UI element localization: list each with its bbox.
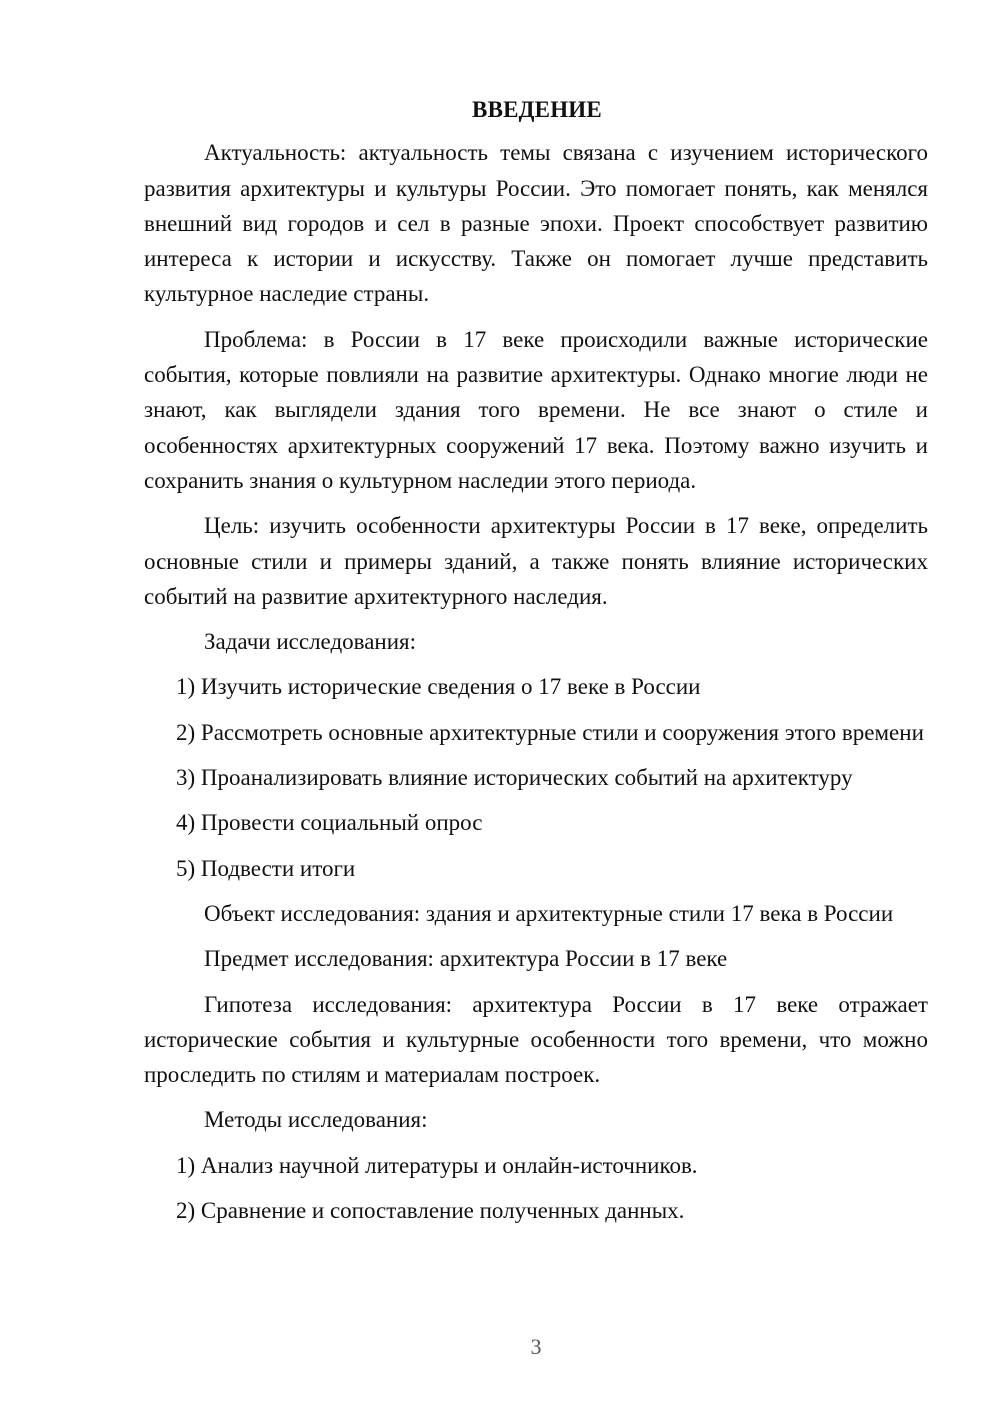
problem-paragraph: Проблема: в России в 17 веке происходили важные исторические события, которые повлияли на развитие архитектуры. Однако многие люди не знают, как выглядели здания того времени. Не все знают о стиле и особенностях архитектурных сооружений 17 века. Поэтому важно изучить и сохранить знания о культурном наследии этого периода. — [144, 326, 928, 493]
task-item-4: 4) Провести социальный опрос — [176, 810, 483, 836]
object-paragraph: Объект исследования: здания и архитектурные стили 17 века в России — [204, 900, 894, 926]
subject-paragraph: Предмет исследования: архитектура России в 17 веке — [204, 946, 728, 972]
tasks-label: Задачи исследования: — [204, 629, 417, 655]
hypothesis-paragraph: Гипотеза исследования: архитектура России в 17 веке отражает исторические события и культурные особенности того времени, что можно проследить по стилям и материалам построек. — [144, 991, 928, 1088]
task-item-5: 5) Подвести итоги — [176, 855, 356, 881]
task-item-2: 2) Рассмотреть основные архитектурные стили и сооружения этого времени — [176, 719, 924, 745]
method-item-2: 2) Сравнение и сопоставление полученных данных. — [176, 1198, 685, 1224]
methods-label: Методы исследования: — [204, 1107, 428, 1133]
relevance-paragraph: Актуальность: актуальность темы связана с изучением исторического развития архитектуры и культуры России. Это помогает понять, как менялся внешний вид городов и сел в разные эпохи. Проект способствует развитию интереса к истории и искусству. Также он помогает лучше представить культурное наследие страны. — [144, 140, 928, 307]
page-title: ВВЕДЕНИЕ — [472, 97, 602, 122]
task-item-3: 3) Проанализировать влияние исторических событий на архитектуру — [176, 765, 853, 791]
page-number: 3 — [530, 1334, 542, 1359]
goal-paragraph: Цель: изучить особенности архитектуры России в 17 веке, определить основные стили и примеры зданий, а также понять влияние исторических событий на развитие архитектурного наследия. — [144, 513, 928, 609]
task-item-1: 1) Изучить исторические сведения о 17 веке в России — [176, 674, 701, 700]
document-body — [144, 92, 928, 1238]
method-item-1: 1) Анализ научной литературы и онлайн-источников. — [176, 1152, 698, 1178]
